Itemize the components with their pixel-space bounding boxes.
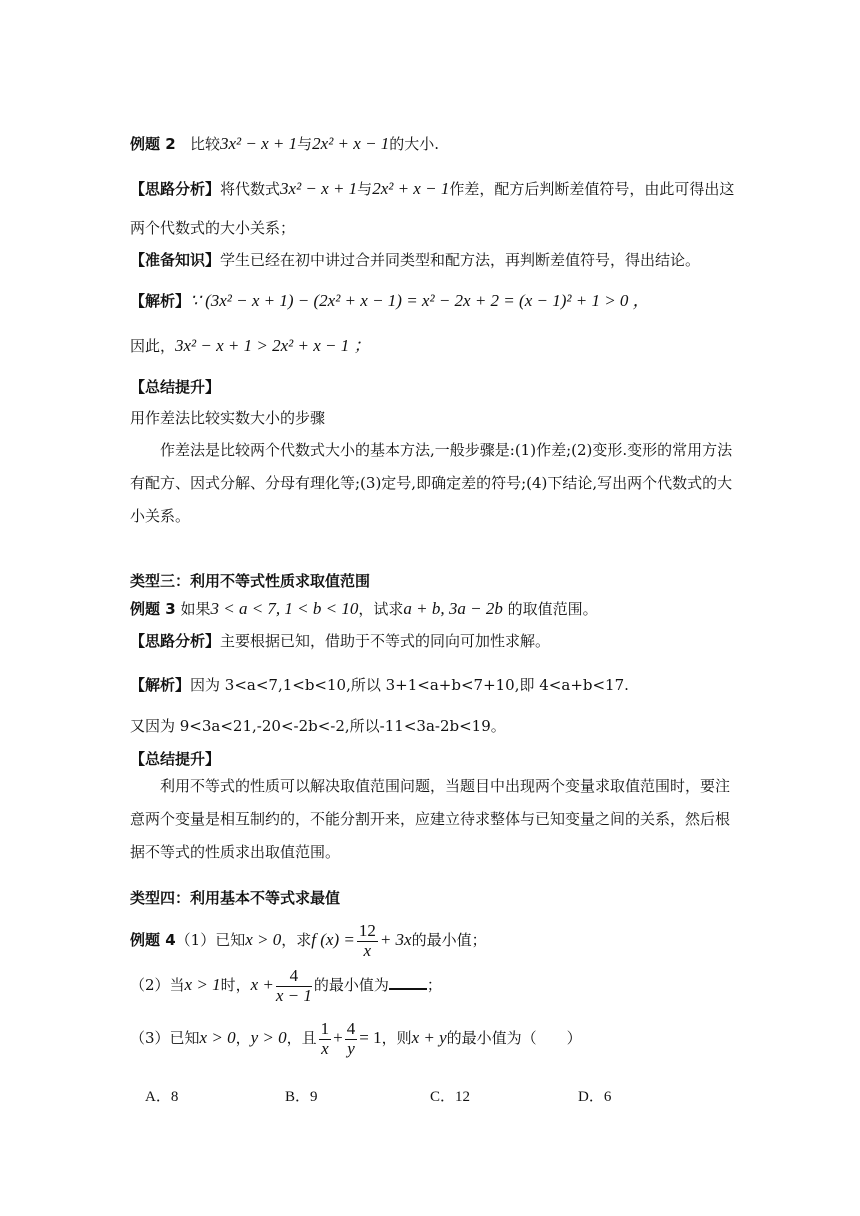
p2-num: 4 [276,967,312,987]
analysis-t2: 与 [357,180,373,198]
p1-cond: x > 0 [245,930,282,950]
example-2-label: 例题 2 [130,135,176,153]
solution3-tag: 【解析】 [130,676,191,694]
example-3-summary-tag: 【总结提升】 [130,750,221,768]
example-3-summary-body: 利用不等式的性质可以解决取值范围问题，当题目中出现两个变量求取值范围时，要注意两个变量是相互制约的，不能分割开来，应建立待求整体与已知变量之间的关系，然后根据不等式的性质求出取值范围。 [130,777,731,861]
example-3-target: a + b, 3a − 2b [403,599,503,618]
p3-and: ，且 [286,1029,317,1048]
example-2-therefore [130,335,740,358]
p2-cond: x > 1 [184,975,221,995]
p1-num: 12 [358,921,376,940]
p3-post: 的最小值为（ ） [446,1029,582,1048]
example-4-part-3 [130,1020,740,1058]
example-2-suffix: 的大小. [389,135,440,153]
analysis-t3: 作差，配方后判断差值符号，由此可得出这 [449,180,735,198]
p1-pre: （1）已知 [175,931,246,950]
analysis-tag: 【思路分析】 [130,180,221,198]
p2-x: x + [250,975,274,995]
example-4-part-2 [130,967,740,1005]
p2-fraction [276,967,312,1005]
p1-post: 的最小值； [411,931,487,950]
option-c[interactable]: C．12 [430,1089,471,1105]
p3-n2: 4 [346,1019,356,1038]
example-2-conn: 与 [297,135,313,153]
example-3-solution-line2: 又因为 9<3a<21,-20<-2b<-2,所以-11<3a-2b<19。 [130,717,506,735]
example-3-label: 例题 3 [130,600,176,618]
example-3-solution [130,675,740,695]
example-2-prefix: 比较 [189,135,220,153]
p2-end: ； [426,976,442,995]
example-3-question [130,598,740,621]
analysis-expr-b: 2x² + x − 1 [372,179,450,198]
p2-post: 的最小值为 [313,976,389,995]
p3-eq: = 1 [359,1028,382,1048]
example-2-analysis [130,178,740,201]
therefore-formula: 3x² − x + 1 > 2x² + x − 1 ； [175,336,371,355]
p3-fraction-1 [319,1020,332,1058]
analysis3-tag: 【思路分析】 [130,632,221,650]
example-3-t1: 如果 [180,600,211,618]
example-2-expr-b: 2x² + x − 1 [312,134,390,153]
p3-d1: x [321,1038,329,1058]
solution-tag: 【解析】 [130,292,191,310]
analysis-expr-a: 3x² − x + 1 [280,179,358,198]
p1-fraction [357,922,378,960]
p2-den: x − 1 [275,985,312,1005]
p3-d2: y [347,1038,355,1058]
p3-c1: x > 0 [199,1028,236,1048]
p2-pre: （2）当 [130,976,185,995]
option-b[interactable]: B．9 [285,1089,318,1105]
analysis3-text: 主要根据已知，借助于不等式的同向可加性求解。 [220,632,551,650]
p3-plus: + [333,1028,343,1048]
p3-fraction-2 [345,1020,358,1058]
p3-pre: （3）已知 [130,1029,200,1048]
solution-formula: ∵ (3x² − x + 1) − (2x² + x − 1) = x² − 2x + 2 = (x − 1)² + 1 > 0 ， [190,291,650,310]
example-4-label: 例题 4 [130,931,176,950]
option-d[interactable]: D．6 [578,1089,612,1105]
example-4-part-1 [130,922,740,960]
p1-den: x [363,940,372,960]
p3-n1: 1 [320,1019,330,1038]
option-a[interactable]: A．8 [145,1089,179,1105]
p1-function: f (x) = [311,930,355,950]
answer-blank[interactable] [389,988,427,990]
example-2-expr-a: 3x² − x + 1 [220,134,298,153]
p2-mid: 时， [220,976,251,995]
example-2-summary-heading: 用作差法比较实数大小的步骤 [130,409,326,427]
example-3-cond: 3 < a < 7, 1 < b < 10 [210,599,359,618]
example-2-summary-tag: 【总结提升】 [130,378,221,396]
example-2-analysis-line2: 两个代数式的大小关系； [130,219,296,237]
example-3-analysis [130,631,740,651]
p3-xy: x + y [411,1028,447,1048]
therefore-text: 因此， [130,337,176,355]
type-4-title: 类型四：利用基本不等式求最值 [130,889,341,907]
analysis-t1: 将代数式 [220,180,281,198]
p3-then: ，则 [381,1029,412,1048]
example-2-solution [130,290,740,313]
example-3-t3: 的取值范围。 [502,600,598,618]
p1-mid: ，求 [281,931,312,950]
example-2-question [130,133,740,156]
example-2-summary-body: 作差法是比较两个代数式大小的基本方法,一般步骤是:(1)作差;(2)变形.变形的常用方法有配方、因式分解、分母有理化等;(3)定号,即确定差的符号;(4)下结论,写出两个代数式的大小关系。 [130,441,733,525]
solution3-line1: 因为 3<a<7,1<b<10,所以 3+1<a+b<7+10,即 4<a+b<17. [190,676,629,694]
p3-c2: y > 0 [250,1028,287,1048]
prep-tag: 【准备知识】 [130,251,221,269]
prep-text: 学生已经在初中讲过合并同类型和配方法，再判断差值符号，得出结论。 [220,251,701,269]
type-3-title: 类型三：利用不等式性质求取值范围 [130,572,371,590]
example-3-t2: ，试求 [358,600,404,618]
p1-tail: + 3x [379,930,412,950]
example-2-prep [130,250,740,270]
p3-sep: ， [235,1029,251,1048]
